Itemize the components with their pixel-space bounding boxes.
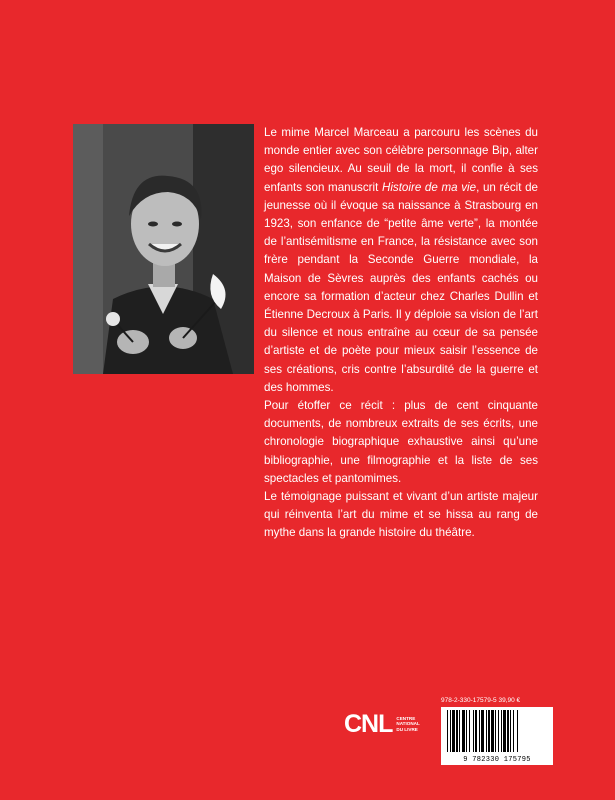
- barcode-bar: [473, 710, 474, 752]
- barcode-bar: [450, 710, 451, 752]
- barcode-bar: [517, 710, 518, 752]
- back-cover-text: [264, 124, 538, 543]
- barcode-bar: [488, 710, 490, 752]
- barcode-bar: [495, 710, 496, 752]
- ean-barcode: [441, 707, 553, 765]
- barcode-bar: [486, 710, 487, 752]
- barcode-bar: [462, 710, 465, 752]
- barcode-area: [441, 697, 553, 767]
- barcode-bar: [507, 710, 509, 752]
- barcode-bar: [491, 710, 494, 752]
- author-portrait-photo: [73, 124, 254, 374]
- barcode-bar: [452, 710, 455, 752]
- barcode-bar: [481, 710, 484, 752]
- barcode-bar: [466, 710, 467, 752]
- barcode-bar: [469, 710, 470, 752]
- barcode-bar: [498, 710, 499, 752]
- paragraph-3: Le témoignage puissant et vivant d’un artiste majeur qui réinventa l’art du mime et se hissa au rang de mythe dans la grande histoire du théâtre.: [264, 490, 538, 540]
- isbn-price: 978-2-330-17579-5 39,90 €: [441, 697, 521, 704]
- barcode-bar: [503, 710, 506, 752]
- portrait-illustration: [73, 124, 254, 374]
- barcode-bar: [475, 710, 477, 752]
- barcode-digits: 9 782330 175795: [463, 756, 531, 764]
- barcode-bar: [510, 710, 511, 752]
- barcode-bar: [513, 710, 514, 752]
- barcode-bar: [459, 710, 460, 752]
- barcode-bar: [479, 710, 480, 752]
- paragraph-1: Le mime Marcel Marceau a parcouru les scènes du monde entier avec son célèbre personnage Bip, alter ego silencieux. Au seuil de la mort, il confie à ses enfants son manuscrit Histoire de ma vie, un récit de jeunesse où il évoque sa naissance à Strasbourg en 1923, son enfance de “petite âme verte”, la montée de l’antisémitisme en France, la résistance avec son frère pendant la Seconde Guerre mondiale, la Maison de Sèvres auprès des enfants cachés ou encore sa formation d’acteur chez Charles Dullin et Étienne Decroux à Paris. Il y déploie sa vision de l’art du silence et nous entraîne au cœur de sa pensée d’artiste et de poète pour mieux saisir l’essence de ses créations, cris contre l’absurdité de la guerre et des hommes.: [264, 126, 538, 394]
- cnl-logo-caption: CENTRE NATIONAL DU LIVRE: [396, 715, 420, 732]
- barcode-bar: [456, 710, 458, 752]
- book-title-italic: Histoire de ma vie: [381, 180, 477, 194]
- cnl-logo: [344, 704, 434, 744]
- paragraph-2: Pour étoffer ce récit : plus de cent cinquante documents, de nombreux extraits de ses écrits, une chronologie biographique exhaustive ainsi qu’une bibliographie, une filmographie et la liste de ses spectacles et pantomimes.: [264, 399, 538, 485]
- cnl-mark: CNL: [344, 710, 393, 738]
- barcode-bars: [441, 707, 553, 755]
- barcode-bar: [501, 710, 502, 752]
- barcode-bar: [447, 710, 448, 752]
